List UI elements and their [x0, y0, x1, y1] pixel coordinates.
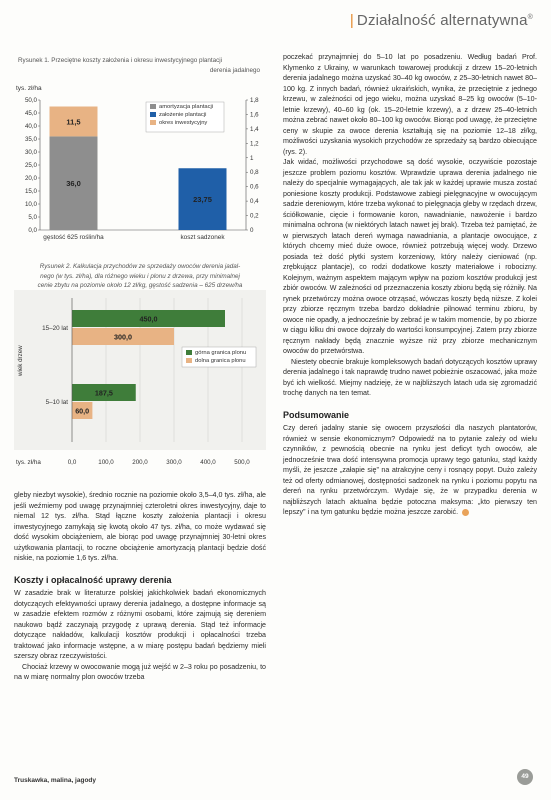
- chart1-y2-tick-label: 1: [250, 154, 254, 162]
- chart2-legend-label: dolna granica plonu: [195, 358, 246, 364]
- chart1-legend-swatch: [150, 112, 156, 117]
- chart1-y-axis-label: tys. zł/ha: [16, 85, 42, 92]
- right-paragraph-3: Niestety obecnie brakuje kompleksowych badań dotyczących kosztów uprawy derenia jadalnego i tak naprawdę trudno nawet pobieżnie oszacować, jaka może być ich wielkość. Miejmy nadzieję, że w najbliższych latach uda się zgromadzić trochę danych na ten temat.: [283, 357, 537, 397]
- figure1-caption: [14, 56, 278, 75]
- right-paragraph-2: Jak widać, możliwości przychodowe są dość wysokie, oczywiście pozostaje jeszcze problem poziomu kosztów. Wprawdzie uprawa derenia jadalnego nie należy do specjalnie wymagających, ale tak jak w każdej uprawie musza zostać poniesione koszty produkcji. Podstawowe zabiegi pielęgnacyjne w owocującym sadzie dereniowym, które trzeba wykonać to pielęgnacja gleby w rzędach drzew, ściółkowanie, cięcie i formowanie koron, nawadnianie, nawożenie i bardzo minimalna ochrona (w niektórych latach nawet jej brak). Trzeba też pamiętać, że w pierwszych latach dereń wymaga nawadniania, a plantacje owocujące, z których chcemy mieć duże owoce, również potrzebują więcej wody. Drzewo posiada też dość płytki system korzeniowy, który należy cieniować (np. zrębkującz plantacje), co rodzi dodatkowe koszty materiałowe i robocizny. Kolejnym, ważnym aspektem mającym wpływ na poziom kosztów produkcji jest zbiór owoców. W zależności od przeznaczenia koszty zbioru będą się różniły. Na rynek przetwórczy można owoce otrząsać, wówczas koszty będą niższe. Z kolei przy zbiorze ręcznym trzeba bardzo dokładnie pilnować terminu zbioru, by owoce nie opadły, a jednocześnie by zebrać je w takim momencie, by po zbiorze w ciągu kilku dni owoce dojrzały do wartości konsumpcyjnej. Zatem przy zbiorze ręcznym nakłady będą znacznie wyższe niż przy zbiorze mechanicznym owoców do przetwórstwa.: [283, 158, 537, 355]
- chart1-y2-tick-label: 0,8: [250, 169, 259, 177]
- figure1-caption-line1: Rysunek 1. Przeciętne koszty założenia i okresu inwestycyjnego plantacji: [18, 57, 223, 64]
- chart-plantation-costs: [14, 78, 278, 246]
- section-header: [350, 12, 533, 29]
- chart1-y-tick-label: 0,0: [28, 227, 37, 234]
- chart1-data-label: 23,75: [193, 195, 212, 205]
- right-text-block: [283, 52, 537, 518]
- chart2-legend-swatch: [186, 350, 192, 355]
- chart1-y-tick-label: 25,0: [24, 162, 37, 169]
- chart2-x-tick-label: 200,0: [132, 459, 148, 466]
- chart2-x-tick-label: 400,0: [200, 459, 216, 466]
- left-section-title: Koszty i opłacalność uprawy derenia: [14, 574, 172, 585]
- header-title: Działalność alternatywna: [356, 12, 528, 29]
- figure1-caption-line2: derenia jadalnego: [209, 66, 260, 74]
- chart1-y2-tick-label: 0: [250, 227, 254, 234]
- chart1-y2-tick-label: 0,6: [250, 183, 259, 191]
- chart2-x-tick-label: 300,0: [166, 459, 182, 466]
- right-paragraph-4: Czy dereń jadalny stanie się owocem przyszłości dla naszych plantatorów, również w sensie ekonomicznym? Odpowiedź na to pytanie zależy od wielu czynników, z pewnością obecnie na rynku jest deficyt tych owoców, ale jednocześnie trwa dość intensywna promocja uprawy tego gatunku, stąd każdy myśli, że jeszcze „załapie się” na atrakcyjne ceny i rosnący popyt. Dużo zależy też od oferty odmianowej, dostępności sadzonek na rynku i poziomu popytu na dereń na rynku przetwórczym. Wydaje się, że w przypadku derenia w najbliższych latach aktualna będzie potoczna maksyma: „kto pierwszy ten lepszy” i na tym gatunku będzie można jeszcze zarobić.: [283, 424, 537, 516]
- chart1-data-label: 11,5: [66, 117, 81, 127]
- right-paragraph-1: poczekać przynajmniej do 5–10 lat po posadzeniu. Według badań Prof. Klymenko z Ukrainy, w warunkach towarowej produkcji z drzew 15–20-letnich derenia jadalnego można uzyskać 30–40 kg owoców, z 25–30-letnich nawet 80–100 kg. Z innych badań, również ukraińskich, wynika, że przeciętnie z jednego krzewu, w zależności od jego wieku, można uzyskać 8–25 kg owoców (5–10-letnie krzewy), 40–60 kg (ok. 15–20-letnie krzewy), a z drzew 25–40-letnich można zebrać nawet około 80–100 kg owoców. Biorąc pod uwagę, że przeciętne ceny w skupie za owoce derenia kształtują się na poziomie 12–18 zł/kg, możliwości uzyskania wysokich przychodów ze sprzedaży są bardzo obiecujące (rys. 2).: [283, 53, 537, 156]
- page-number: 49: [517, 769, 533, 785]
- left-paragraph-1: gleby niezbyt wysokie), średnio rocznie na poziomie około 3,5–4,0 tys. zł/ha, ale jeśli weźmiemy pod uwagę przynajmniej czteroletni okres inwestycyjny, daje to niemal 12 tys. zł/ha. Stąd łączne koszty założenia plantacji i okresu inwestycyjnego zamykają się kwotą około 47 tys. zł/ha, co może wydawać się dość wysokim obciążeniem, ale biorąc pod uwagę przynajmniej 30-letni okres użytkowania plantacji, to roczne obciążenie amortyzacją plantacji będzie dość niskie, na poziomie 1,6 tys. zł/ha.: [14, 491, 266, 562]
- chart2-x-axis-label: tys. zł/ha: [16, 459, 41, 466]
- figure2-caption-line2: nego (w tys. zł/ha), dla różnego wieku i plonu z drzewa, przy minimalnej: [40, 272, 240, 280]
- chart2-y-axis-label: wiek drzew: [17, 345, 24, 376]
- chart1-y2-tick-label: 1,4: [250, 125, 259, 133]
- header-reg-mark: ®: [527, 14, 533, 21]
- chart2-x-tick-label: 500,0: [234, 459, 250, 466]
- chart1-legend-swatch: [150, 120, 156, 125]
- chart1-category-label: gęstość 625 roślin/ha: [43, 234, 104, 241]
- chart1-legend-swatch: [150, 104, 156, 109]
- chart1-y-tick-label: 15,0: [24, 188, 37, 195]
- left-paragraph-2: W zasadzie brak w literaturze polskiej jakichkolwiek badań ekonomicznych dotyczących efektywności uprawy derenia jadalnego, a dostępne informacje są w zasadzie efektem rozmów z różnymi osobami, które zajmują się dereniem naukowo bądź zaczynają przygodę z uprawą derenia. Stąd też informacje dotyczące nakładów, kalkulacji kosztów produkcji i opłacalności trzeba traktować jako informacje wstępne, a w miarę postępu badań będziemy mieli szerszy obraz rzeczywistości.: [14, 589, 266, 660]
- chart1-y-tick-label: 35,0: [24, 136, 37, 143]
- chart1-y-tick-label: 20,0: [24, 175, 37, 182]
- chart-revenue-calculation: [14, 290, 266, 470]
- chart2-data-label: 300,0: [114, 332, 132, 342]
- chart1-y-tick-label: 30,0: [24, 149, 37, 156]
- chart2-legend-label: górna granica plonu: [195, 350, 247, 356]
- chart1-y2-tick-label: 1,8: [250, 97, 259, 104]
- chart2-x-tick-label: 0,0: [67, 459, 77, 466]
- chart1-legend: [146, 102, 224, 132]
- chart2-category-label: 5–10 lat: [45, 399, 68, 406]
- chart1-legend-label: okres inwestycyjny: [159, 120, 208, 126]
- figure2-caption-line3: cenie zbytu na poziomie około 12 zł/kg, gęstość sadzenia – 625 drzew/ha: [37, 282, 243, 289]
- chart2-data-label: 187,5: [94, 388, 113, 398]
- chart1-y-tick-label: 45,0: [24, 110, 37, 117]
- chart1-category-label: koszt sadzonek: [180, 234, 225, 241]
- chart1-y-tick-label: 10,0: [24, 201, 37, 208]
- chart2-category-label: 15–20 lat: [42, 325, 68, 332]
- chart2-data-label: 60,0: [75, 406, 90, 416]
- end-mark-dot: [462, 509, 469, 516]
- chart1-y2-tick-label: 0,2: [250, 212, 259, 220]
- chart2-x-tick-label: 100,0: [98, 459, 114, 466]
- left-paragraph-3: Chociaż krzewy w owocowanie mogą już wejść w 2–3 roku po posadzeniu, to na w miarę normalny plon owoców trzeba: [14, 662, 266, 681]
- footer-magazine-title: Truskawka, malina, jagody: [14, 777, 97, 784]
- chart2-data-label: 450,0: [139, 314, 158, 324]
- chart2-legend: [182, 347, 256, 367]
- chart1-y2-tick-label: 0,4: [250, 198, 259, 206]
- chart1-y-tick-label: 50,0: [24, 97, 37, 104]
- chart1-y2-tick-label: 1,6: [250, 111, 259, 119]
- figure2-caption-line1: Rysunek 2. Kalkulacja przychodów ze sprzedaży owoców derenia jadal-: [39, 263, 241, 270]
- chart2-legend-swatch: [186, 358, 192, 363]
- chart1-y-tick-label: 40,0: [24, 123, 37, 130]
- figure2-caption: [14, 262, 266, 291]
- right-paragraph-4-wrap: [283, 423, 537, 518]
- chart1-legend-label: amortyzacja plantacji: [159, 104, 214, 110]
- chart1-data-label: 36,0: [66, 179, 81, 189]
- chart1-y2-tick-label: 1,2: [250, 140, 259, 148]
- header-bar: |: [349, 12, 354, 29]
- left-text-block: [14, 490, 266, 683]
- right-section-title: Podsumowanie: [283, 409, 350, 420]
- chart1-y-tick-label: 5,0: [28, 214, 37, 221]
- chart1-legend-label: założenie plantacji: [159, 112, 207, 118]
